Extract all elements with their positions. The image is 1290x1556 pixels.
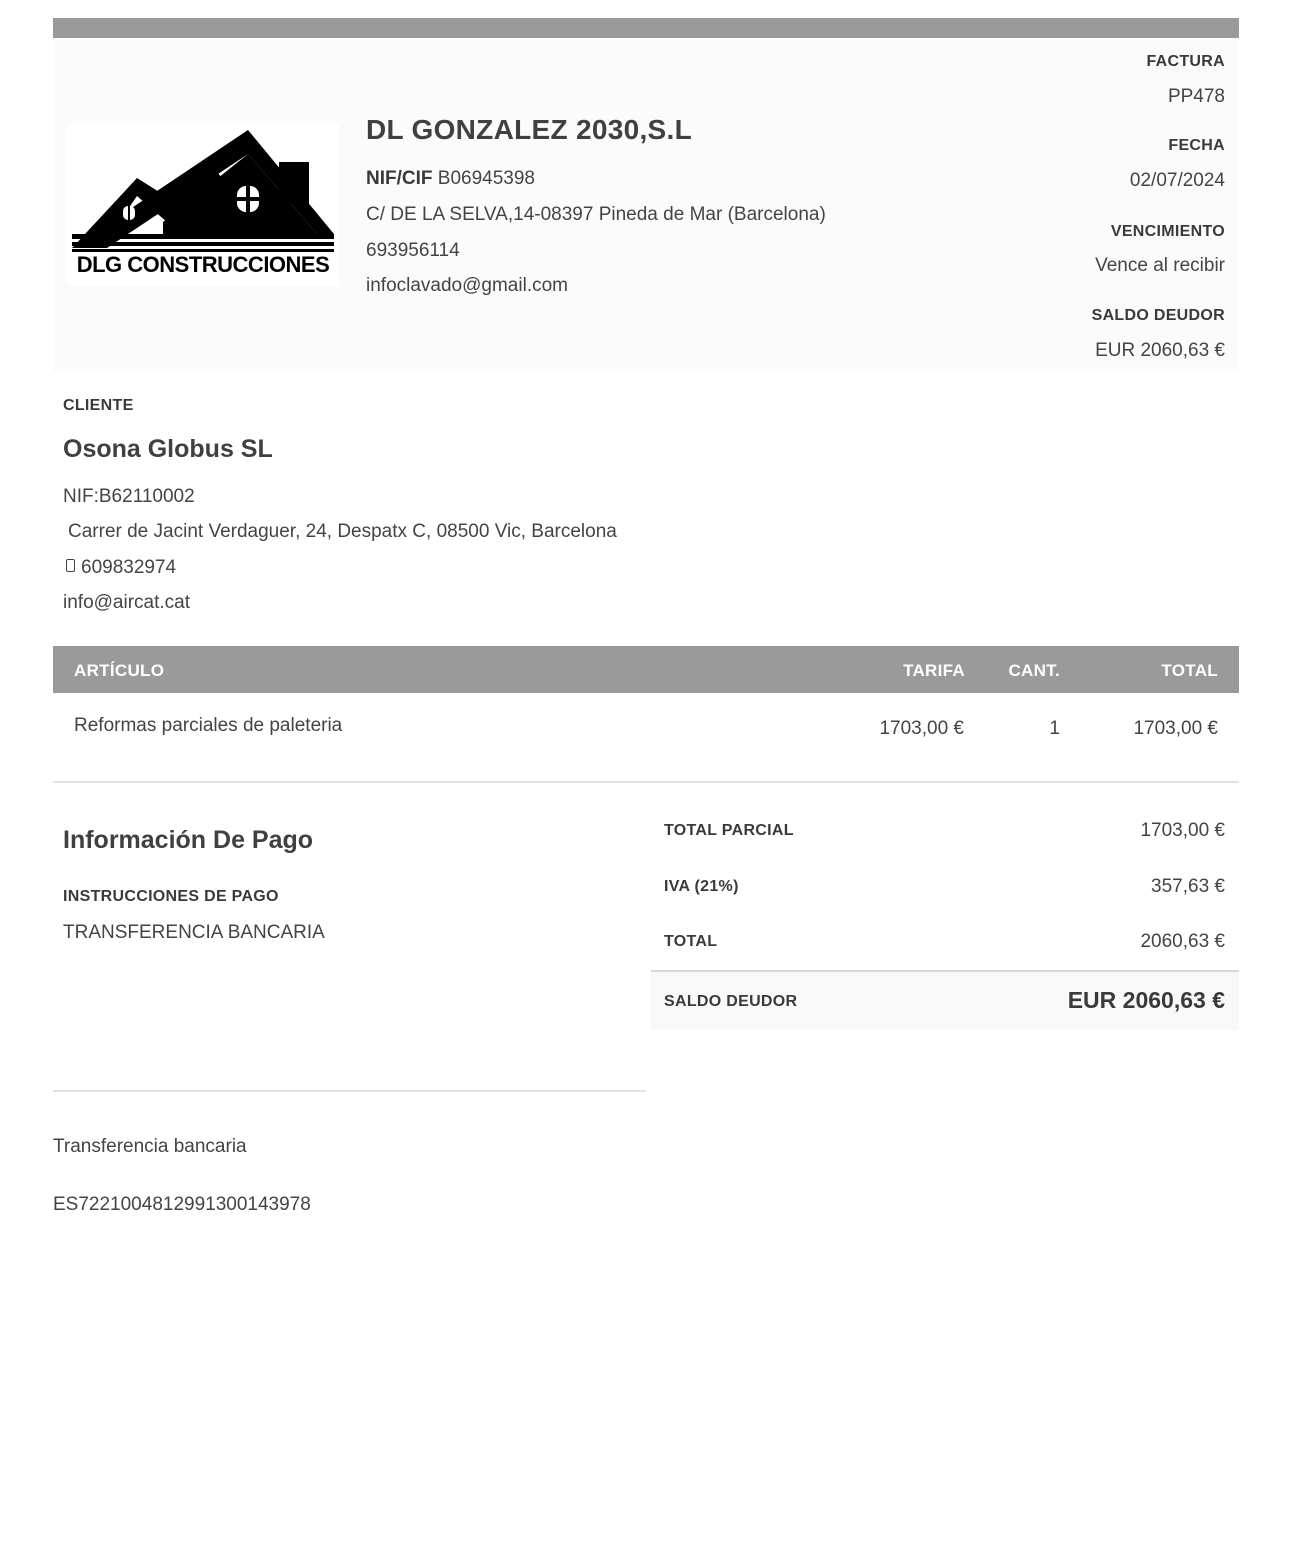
bank-iban: ES7221004812991300143978 — [53, 1194, 311, 1215]
total-value: 2060,63 € — [1140, 931, 1225, 952]
company-nif-label: NIF/CIF — [366, 168, 433, 189]
balance-due-box — [651, 970, 1239, 1030]
invoice-balance: EUR 2060,63 € — [1095, 340, 1225, 361]
payment-instructions-label: INSTRUCCIONES DE PAGO — [63, 888, 279, 905]
items-table-header — [53, 646, 1239, 693]
total-label: TOTAL — [664, 933, 718, 950]
invoice-due: Vence al recibir — [1095, 255, 1225, 276]
row-item: Reformas parciales de paleteria — [74, 715, 343, 736]
company-address: C/ DE LA SELVA,14-08397 Pineda de Mar (Barcelona) — [366, 204, 826, 225]
mobile-phone-icon — [66, 559, 75, 572]
client-name: Osona Globus SL — [63, 435, 273, 463]
balance-due-value: EUR 2060,63 € — [1067, 987, 1225, 1013]
subtotal-label: TOTAL PARCIAL — [664, 822, 794, 839]
row-rate: 1703,00 € — [879, 718, 964, 739]
balance-due-label: SALDO DEUDOR — [664, 993, 798, 1010]
client-phone-number: 609832974 — [81, 557, 177, 578]
payment-info-title: Información De Pago — [63, 826, 314, 854]
invoice-date-label: FECHA — [1168, 137, 1225, 154]
column-header-item: ARTÍCULO — [74, 661, 165, 680]
invoice-date: 02/07/2024 — [1129, 170, 1225, 191]
column-header-total: TOTAL — [1161, 661, 1218, 680]
column-header-rate: TARIFA — [903, 661, 965, 680]
row-qty: 1 — [1049, 718, 1060, 739]
invoice-number-label: FACTURA — [1146, 53, 1225, 70]
company-nif — [366, 168, 535, 190]
company-nif-value: B06945398 — [437, 168, 535, 189]
tax-value: 357,63 € — [1151, 876, 1225, 897]
payment-method: Transferencia bancaria — [53, 1136, 247, 1157]
client-address: Carrer de Jacint Verdaguer, 24, Despatx C, 08500 Vic, Barcelona — [68, 521, 617, 542]
table-divider — [53, 781, 1239, 783]
payment-instructions: TRANSFERENCIA BANCARIA — [63, 922, 325, 943]
invoice-balance-label: SALDO DEUDOR — [1091, 307, 1225, 324]
header-top-bar — [53, 18, 1239, 38]
footer-divider — [53, 1090, 646, 1092]
company-logo — [67, 124, 339, 286]
invoice-header — [53, 38, 1239, 372]
column-header-qty: CANT. — [1008, 661, 1060, 680]
client-nif: NIF:B62110002 — [63, 486, 195, 507]
client-phone — [63, 557, 176, 579]
company-name: DL GONZALEZ 2030,S.L — [366, 114, 692, 145]
company-email[interactable]: infoclavado@gmail.com — [366, 275, 568, 296]
subtotal-value: 1703,00 € — [1140, 820, 1225, 841]
client-label: CLIENTE — [63, 397, 134, 414]
logo-text: DLG CONSTRUCCIONES — [76, 252, 330, 277]
client-email[interactable]: info@aircat.cat — [63, 592, 191, 613]
row-total: 1703,00 € — [1133, 718, 1218, 739]
invoice-number: PP478 — [1167, 86, 1225, 107]
company-phone: 693956114 — [366, 240, 460, 261]
tax-label: IVA (21%) — [664, 878, 739, 895]
invoice-due-label: VENCIMIENTO — [1110, 223, 1225, 240]
